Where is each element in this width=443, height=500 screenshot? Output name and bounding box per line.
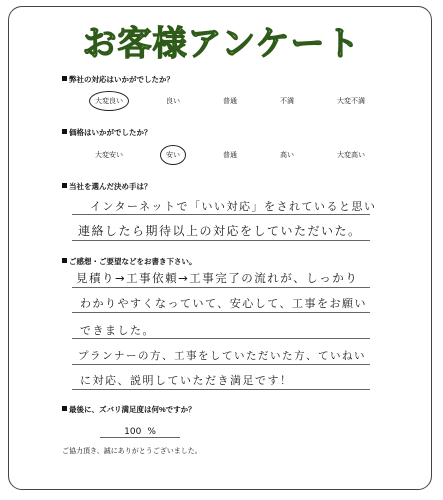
comment-line-2: わかりやすくなっていて、安心して、工事をお願い: [80, 297, 368, 310]
answer-rule: [72, 287, 370, 288]
question-service: 弊社の対応はいかがでしたか？: [62, 74, 174, 85]
option-cheap[interactable]: 安い: [166, 152, 180, 159]
option-good[interactable]: 良い: [166, 98, 180, 105]
comment-line-1: 見積り→工事依頼→工事完了の流れが、しっかり: [76, 271, 359, 285]
comment-line-4: プランナーの方、工事をしていただいた方、ていねい: [78, 350, 366, 362]
satisfaction-field[interactable]: [100, 427, 180, 438]
answer-rule: [72, 389, 370, 390]
option-expensive[interactable]: 高い: [280, 152, 294, 159]
answer-rule: [72, 312, 370, 313]
option-normal[interactable]: 普通: [223, 98, 237, 105]
bullet-square-icon: [62, 183, 67, 188]
price-options: [95, 150, 365, 160]
question-comments: ご感想・ご要望などをお書き下さい。: [62, 256, 197, 267]
deciding-factor-line-2: 連絡したら期待以上の対応をしていただいた。: [78, 224, 362, 238]
answer-rule: [72, 338, 370, 339]
question-deciding-factor: 当社を選んだ決め手は？: [62, 181, 152, 192]
comment-line-5: に対応、説明していただき満足です！: [80, 374, 293, 387]
satisfaction-value: 100: [124, 427, 142, 437]
option-very-good[interactable]: 大変良い: [95, 98, 123, 105]
option-price-normal[interactable]: 普通: [223, 152, 237, 159]
bullet-square-icon: [62, 258, 67, 263]
option-very-unsatisfied[interactable]: 大変不満: [337, 98, 365, 105]
bullet-square-icon: [62, 76, 67, 81]
option-very-cheap[interactable]: 大変安い: [95, 152, 123, 159]
thank-you-note: ご協力頂き、誠にありがとうございました。: [62, 448, 202, 455]
deciding-factor-line-1: インターネットで「いい対応」をされていると思い: [90, 200, 377, 213]
option-unsatisfied[interactable]: 不満: [280, 98, 294, 105]
answer-rule: [72, 214, 370, 215]
question-satisfaction: 最後に、ズバリ満足度は何%ですか？: [62, 404, 196, 415]
answer-rule: [72, 364, 370, 365]
survey-title: お客様アンケート: [82, 24, 361, 64]
bullet-square-icon: [62, 406, 67, 411]
answer-rule: [72, 240, 370, 241]
option-very-expensive[interactable]: 大変高い: [337, 152, 365, 159]
comment-line-3: できました。: [80, 324, 155, 337]
satisfaction-unit: %: [147, 427, 156, 437]
bullet-square-icon: [62, 129, 67, 134]
question-price: 価格はいかがでしたか？: [62, 127, 152, 138]
service-options: [95, 96, 365, 106]
